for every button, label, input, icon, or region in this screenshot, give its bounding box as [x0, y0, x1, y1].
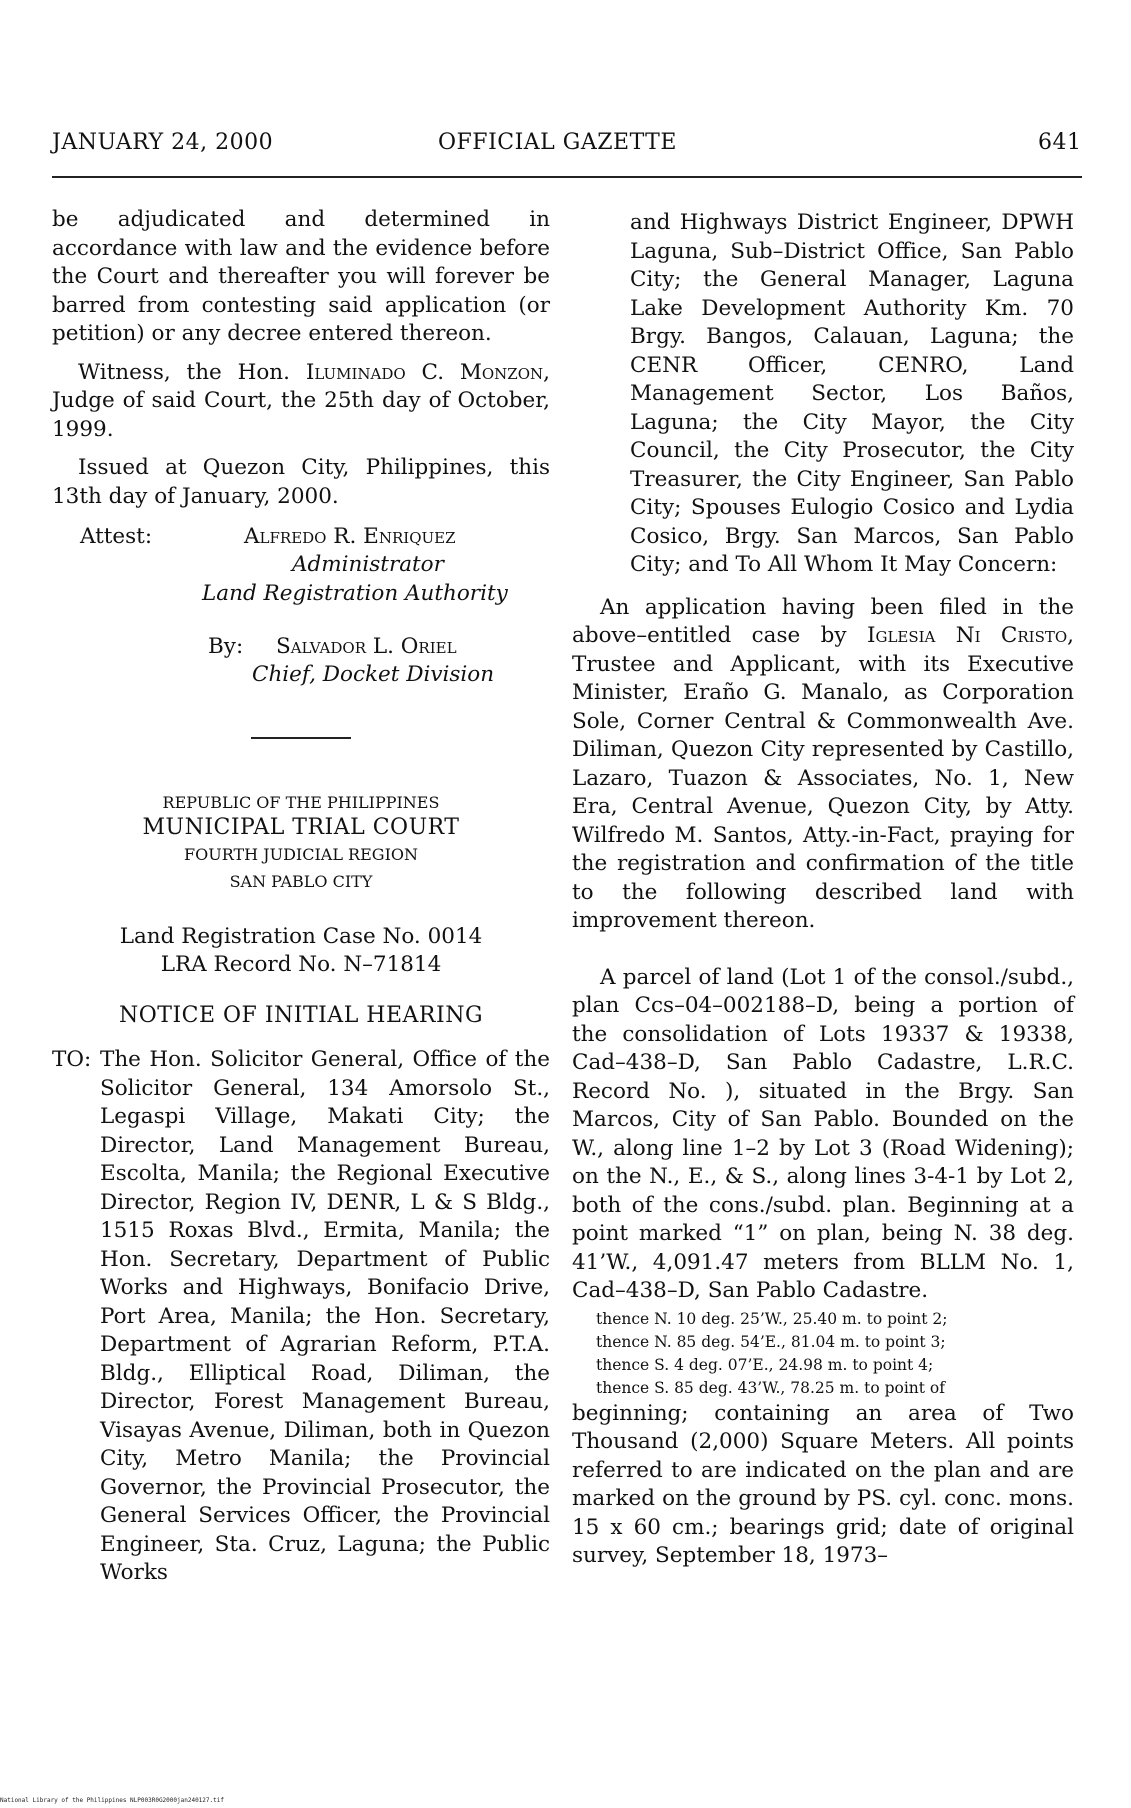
course-line: thence S. 4 deg. 07’E., 24.98 m. to point 4;	[596, 1355, 934, 1374]
by-label: By:	[208, 634, 244, 659]
header-date: JANUARY 24, 2000	[52, 130, 274, 155]
application-paragraph: An application having been filed in the above–entitled case by Iglesia Ni Cristo, Trustee and Applicant, with its Executive Minister, Eraño G. Manalo, as Corporation Sole, Corner Central & Commonwealth Ave. Diliman, Quezon City represented by Castillo, Lazaro, Tuazon & Associates, No. 1, New Era, Central Avenue, Quezon City, by Atty. Wilfredo M. Santos, Atty.-in-Fact, praying for the registration and confirmation of the title to the following described land with improvement thereon.	[572, 594, 1074, 933]
to-label: TO:	[52, 1047, 92, 1072]
attest-authority: Land Registration Authority	[202, 581, 508, 606]
by-title: Chief, Docket Division	[252, 662, 495, 687]
by-block	[52, 633, 550, 695]
attest-title: Administrator	[292, 552, 444, 577]
course-line: thence N. 10 deg. 25’W., 25.40 m. to point 2;	[596, 1309, 948, 1328]
to-addressees: The Hon. Solicitor General, Office of the Solicitor General, 134 Amorsolo St., Legaspi Village, Makati City; the Director, Land Management Bureau, Escolta, Manila; the Regional Executive Director, Region IV, DENR, L & S Bldg., 1515 Roxas Blvd., Ermita, Manila; the Hon. Secretary, Department of Public Works and Highways, Bonifacio Drive, Port Area, Manila; the Hon. Secretary, Department of Agrarian Reform, P.T.A. Bldg., Elliptical Road, Diliman, the Director, Forest Management Bureau, Visayas Avenue, Diliman, both in Quezon City, Metro Manila; the Provincial Governor, the Provincial Prosecutor, the General Services Officer, the Provincial Engineer, Sta. Cruz, Laguna; the Public Works	[100, 1047, 550, 1585]
judge-name: Iluminado C. Monzon,	[305, 359, 550, 385]
scan-footer: National Library of the Philippines NLP003R0G2000jan240127.tif	[0, 1797, 224, 1804]
case-number: Land Registration Case No. 0014	[119, 923, 483, 949]
attest-label: Attest:	[80, 524, 153, 549]
notice-title: NOTICE OF INITIAL HEARING	[118, 1002, 484, 1028]
attest-block	[52, 523, 550, 633]
lra-record-number: LRA Record No. N–71814	[160, 952, 442, 977]
region-heading: FOURTH JUDICIAL REGION	[184, 844, 418, 864]
issued-paragraph: Issued at Quezon City, Philippines, this 13th day of January, 2000.	[52, 455, 550, 509]
attest-name: Alfredo R. Enriquez	[244, 524, 456, 549]
course-line: thence N. 85 deg. 54’E., 81.04 m. to point 3;	[596, 1332, 946, 1351]
boundary-courses	[596, 1308, 1074, 1400]
right-column	[572, 209, 1074, 1571]
left-column	[52, 206, 550, 1588]
page-number: 641	[1038, 130, 1082, 155]
parcel-description: A parcel of land (Lot 1 of the consol./subd., plan Ccs–04–002188–D, being a portion of the consolidation of Lots 19337 & 19338, Cad–438–D, San Pablo Cadastre, L.R.C. Record No. ), situated in the Brgy. San Marcos, City of San Pablo. Bounded on the W., along line 1–2 by Lot 3 (Road Widening); on the N., E., & S., along lines 3-4-1 by Lot 2, both of the cons./subd. plan. Beginning at a point marked “1” on plan, being N. 38 deg. 41’W., 4,091.47 meters from BLLM No. 1, Cad–438–D, San Pablo Cadastre.	[572, 964, 1074, 1303]
witness-paragraph: Witness, the Hon. Iluminado C. Monzon, Judge of said Court, the 25th day of October, 1999.	[52, 359, 550, 442]
to-block	[52, 1046, 550, 1588]
section-divider	[251, 737, 351, 739]
city-heading: SAN PABLO CITY	[229, 871, 373, 891]
header-rule	[52, 176, 1082, 178]
course-line: thence S. 85 deg. 43’W., 78.25 m. to point of	[596, 1378, 945, 1397]
court-heading: MUNICIPAL TRIAL COURT	[142, 815, 460, 840]
header-title: OFFICIAL GAZETTE	[438, 130, 677, 155]
area-paragraph: beginning; containing an area of Two Thousand (2,000) Square Meters. All points referred to are indicated on the plan and are marked on the ground by PS. cyl. conc. mons. 15 x 60 cm.; bearings grid; date of original survey, September 18, 1973–	[572, 1400, 1074, 1568]
applicant-name: Iglesia Ni Cristo,	[866, 623, 1074, 648]
by-name: Salvador L. Oriel	[276, 634, 457, 659]
addressees-continued: and Highways District Engineer, DPWH Laguna, Sub–District Office, San Pablo City; the General Manager, Laguna Lake Development Authority Km. 70 Brgy. Bangos, Calauan, Laguna; the CENR Officer, CENRO, Land Management Sector, Los Baños, Laguna; the City Mayor, the City Council, the City Prosecutor, the City Treasurer, the City Engineer, San Pablo City; Spouses Eulogio Cosico and Lydia Cosico, Brgy. San Marcos, San Pablo City; and To All Whom It May Concern:	[630, 210, 1074, 577]
closing-paragraph: be adjudicated and determined in accordance with law and the evidence before the Court and thereafter you will forever be barred from contesting said application (or petition) or any decree entered thereon.	[52, 207, 550, 346]
republic-heading: REPUBLIC OF THE PHILIPPINES	[162, 793, 440, 812]
